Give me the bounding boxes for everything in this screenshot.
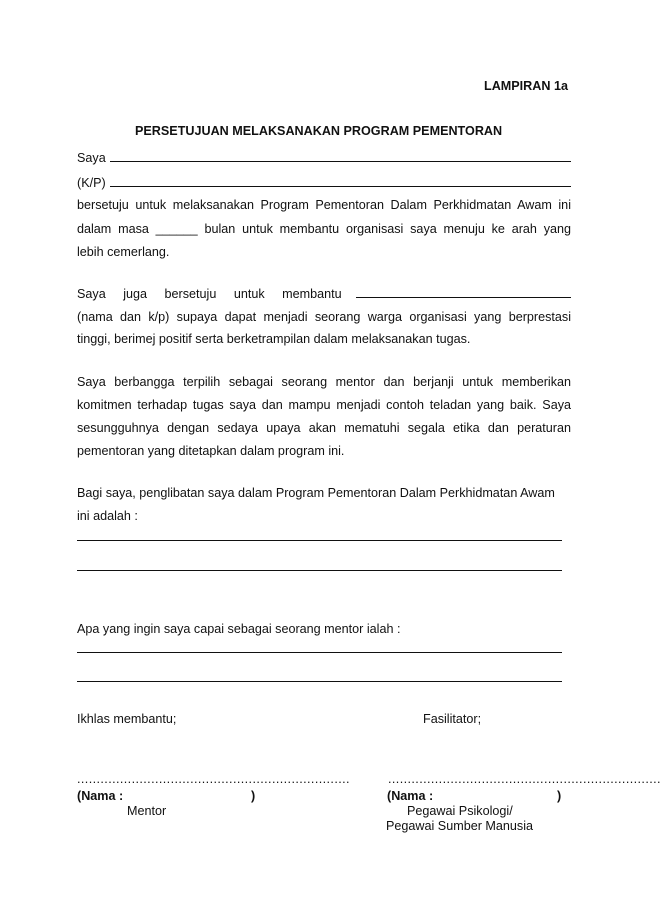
paragraph2-line3: tinggi, berimej positif serta berketrampilan dalam melaksanakan tugas. bbox=[77, 332, 471, 346]
mentor-name-close: ) bbox=[251, 789, 256, 803]
mentor-signature-line[interactable]: ...................................................................... bbox=[77, 772, 350, 786]
paragraph4-line1: Bagi saya, penglibatan saya dalam Program Pementoran Dalam Perkhidmatan Awam bbox=[77, 486, 555, 500]
paragraph3-line3: sesungguhnya dengan sedaya upaya akan mematuhi segala etika dan peraturan bbox=[77, 421, 571, 435]
mentor-role: Mentor bbox=[127, 804, 167, 818]
kp-blank-line[interactable] bbox=[110, 175, 571, 187]
paragraph5-line1: Apa yang ingin saya capai sebagai seorang mentor ialah : bbox=[77, 622, 401, 636]
paragraph1-line2: dalam masa ______ bulan untuk membantu organisasi saya menuju ke arah yang bbox=[77, 222, 571, 236]
facilitator-role-line1: Pegawai Psikologi/ bbox=[407, 804, 513, 818]
facilitator-signature-line[interactable]: ...................................................................... bbox=[388, 772, 661, 786]
paragraph3-line1: Saya berbangga terpilih sebagai seorang mentor dan berjanji untuk memberikan bbox=[77, 375, 571, 389]
saya-blank-line[interactable] bbox=[110, 150, 571, 162]
paragraph1-line3: lebih cemerlang. bbox=[77, 245, 170, 259]
paragraph3-line2: komitmen terhadap tugas saya dan mampu menjadi contoh teladan yang baik. Saya bbox=[77, 398, 571, 412]
kp-field bbox=[77, 175, 571, 191]
answer2-line-a[interactable] bbox=[77, 652, 562, 653]
saya-field bbox=[77, 150, 571, 166]
facilitator-caption: Fasilitator; bbox=[423, 712, 482, 726]
mentor-caption: Ikhlas membantu; bbox=[77, 712, 177, 726]
paragraph2-line1-text: Saya juga bersetuju untuk membantu bbox=[77, 287, 342, 301]
mentee-name-blank-line[interactable] bbox=[356, 286, 571, 298]
saya-label: Saya bbox=[77, 151, 106, 165]
answer1-line-a[interactable] bbox=[77, 540, 562, 541]
paragraph2-line2: (nama dan k/p) supaya dapat menjadi seorang warga organisasi yang berprestasi bbox=[77, 310, 571, 324]
mentor-name-label: (Nama : bbox=[77, 789, 124, 803]
paragraph2-line1 bbox=[77, 286, 571, 302]
answer1-line-b[interactable] bbox=[77, 570, 562, 571]
kp-label: (K/P) bbox=[77, 176, 106, 190]
paragraph3-line4: pementoran yang ditetapkan dalam program ini. bbox=[77, 444, 345, 458]
facilitator-name-label: (Nama : bbox=[387, 789, 434, 803]
answer2-line-b[interactable] bbox=[77, 681, 562, 682]
facilitator-role-line2: Pegawai Sumber Manusia bbox=[386, 819, 534, 833]
paragraph1-line1: bersetuju untuk melaksanakan Program Pementoran Dalam Perkhidmatan Awam ini bbox=[77, 198, 571, 212]
appendix-label: LAMPIRAN 1a bbox=[484, 79, 568, 93]
paragraph4-line2: ini adalah : bbox=[77, 509, 138, 523]
document-title: PERSETUJUAN MELAKSANAKAN PROGRAM PEMENTORAN bbox=[135, 124, 503, 138]
facilitator-name-close: ) bbox=[557, 789, 562, 803]
